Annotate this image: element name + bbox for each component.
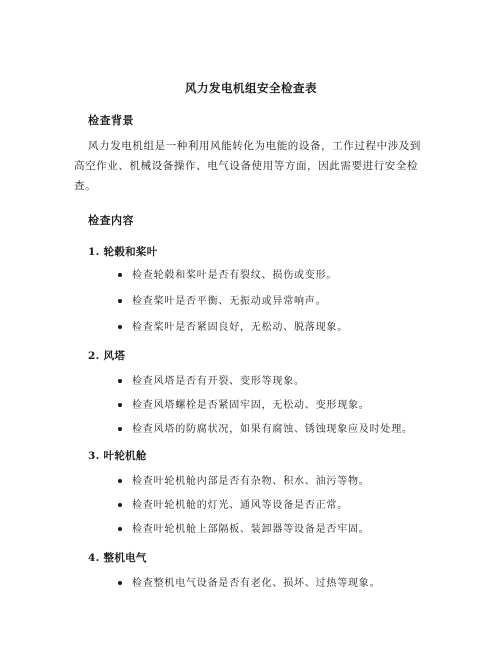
list-item-text: 检查风塔的防腐状况，如果有腐蚀、锈蚀现象应及时处理。	[132, 424, 413, 435]
list-item	[118, 372, 305, 387]
bullet-icon	[118, 379, 122, 383]
list-item	[118, 520, 370, 535]
list-item-text: 检查叶轮机舱的灯光、通风等设备是否正常。	[132, 500, 348, 511]
section-heading-background: 检查背景	[88, 114, 134, 127]
item-title-1: 1. 轮毂和桨叶	[88, 246, 158, 258]
list-item	[118, 420, 413, 435]
list-item-text: 检查桨叶是否紧固良好，无松动、脱落现象。	[132, 322, 348, 333]
bullet-icon	[118, 427, 122, 431]
list-item	[118, 396, 370, 411]
bullet-icon	[118, 299, 122, 303]
list-item	[118, 472, 370, 487]
bullet-icon	[118, 325, 122, 329]
bullet-icon	[118, 581, 122, 585]
list-item	[118, 318, 348, 333]
list-item-text: 检查整机电气设备是否有老化、损坏、过热等现象。	[132, 578, 381, 589]
item-title-2: 2. 风塔	[88, 350, 126, 362]
list-item	[118, 292, 326, 307]
list-item-text: 检查桨叶是否平衡、无振动或异常响声。	[132, 296, 327, 307]
list-item-text: 检查叶轮机舱上部隔板、装卸器等设备是否牢固。	[132, 524, 370, 535]
bullet-icon	[118, 503, 122, 507]
background-paragraph: 风力发电机组是一种利用风能转化为电能的设备，工作过程中涉及到高空作业、机械设备操作、电气设备使用等方面，因此需要进行安全检查。	[74, 140, 421, 192]
bullet-icon	[118, 403, 122, 407]
list-item-text: 检查风塔是否有开裂、变形等现象。	[132, 376, 305, 387]
document-title: 风力发电机组安全检查表	[185, 81, 317, 95]
list-item-text: 检查轮毂和桨叶是否有裂纹、损伤或变形。	[132, 270, 338, 281]
list-item-text: 检查风塔螺栓是否紧固牢固，无松动、变形现象。	[132, 400, 370, 411]
list-item	[118, 574, 380, 589]
section-heading-content: 检查内容	[88, 214, 134, 227]
item-title-3: 3. 叶轮机舱	[88, 450, 147, 462]
list-item	[118, 496, 348, 511]
bullet-icon	[118, 273, 122, 277]
list-item-text: 检查叶轮机舱内部是否有杂物、积水、油污等物。	[132, 476, 370, 487]
bullet-icon	[118, 527, 122, 531]
item-title-4: 4. 整机电气	[88, 552, 147, 564]
bullet-icon	[118, 479, 122, 483]
list-item	[118, 266, 337, 281]
